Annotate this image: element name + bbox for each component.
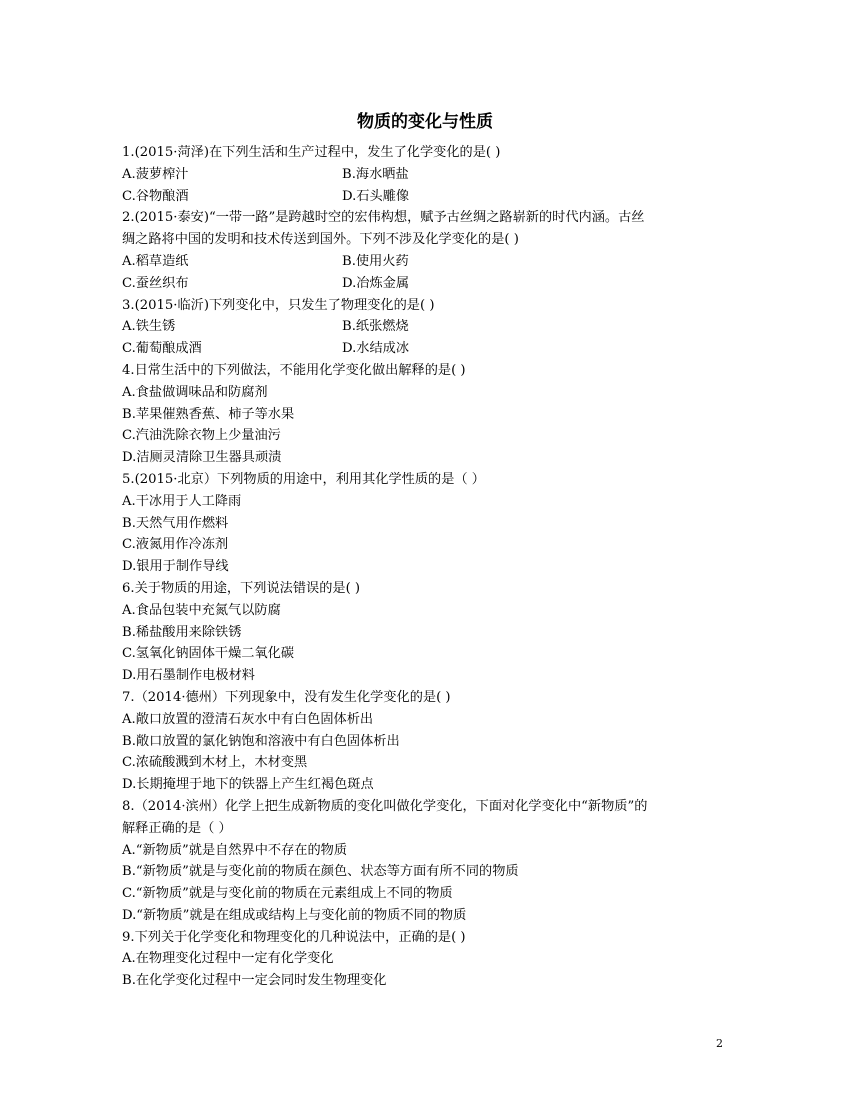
- option-row: [122, 186, 732, 208]
- option: C.液氮用作冷冻剂: [122, 537, 229, 553]
- option: C.汽油洗除衣物上少量油污: [122, 428, 281, 444]
- question-stem: 9.下列关于化学变化和物理变化的几种说法中，正确的是( ): [122, 929, 466, 945]
- question-stem: 1.(2015·菏泽)在下列生活和生产过程中，发生了化学变化的是( ): [122, 145, 501, 160]
- question-stem: 7.（2014·德州）下列现象中，没有发生化学变化的是( ): [122, 689, 451, 705]
- option: B.敞口放置的氯化钠饱和溶液中有白色固体析出: [122, 733, 400, 749]
- option: C.“新物质”就是与变化前的物质在元素组成上不同的物质: [122, 886, 453, 902]
- question-stem: 8.（2014·滨州）化学上把生成新物质的变化叫做化学变化，下面对化学变化中“新物质”的: [122, 798, 648, 814]
- option: C.浓硫酸溅到木材上，木材变黑: [122, 755, 308, 771]
- option: A.干冰用于人工降雨: [122, 493, 242, 509]
- option: B.天然气用作燃料: [122, 515, 229, 531]
- option: A.稻草造纸: [122, 253, 189, 269]
- option: D.长期掩埋于地下的铁器上产生红褐色斑点: [122, 777, 374, 793]
- question-stem-continued: 绸之路将中国的发明和技术传送到国外。下列不涉及化学变化的是( ): [122, 232, 519, 248]
- option-row: [122, 251, 732, 273]
- option: A.“新物质”就是自然界中不存在的物质: [122, 842, 348, 858]
- option: A.菠萝榨汁: [122, 166, 189, 182]
- option: B.“新物质”就是与变化前的物质在颜色、状态等方面有所不同的物质: [122, 864, 519, 880]
- option: D.“新物质”就是在组成或结构上与变化前的物质不同的物质: [122, 907, 467, 923]
- option: C.谷物酿酒: [122, 188, 189, 204]
- option: B.苹果催熟香蕉、柿子等水果: [122, 406, 295, 422]
- option: D.水结成冰: [342, 341, 410, 357]
- option-row: [122, 273, 732, 295]
- page-title: 物质的变化与性质: [357, 112, 493, 132]
- option: D.用石墨制作电极材料: [122, 668, 255, 684]
- question-stem: 4.日常生活中的下列做法，不能用化学变化做出解释的是( ): [122, 362, 466, 378]
- option-row: [122, 338, 732, 360]
- option: B.使用火药: [342, 253, 409, 269]
- option: C.氢氧化钠固体干燥二氧化碳: [122, 646, 295, 662]
- option: C.蚕丝织布: [122, 275, 189, 291]
- option-row: [122, 164, 732, 186]
- option: B.海水晒盐: [342, 166, 409, 182]
- option: D.洁厕灵清除卫生器具顽渍: [122, 450, 282, 466]
- option: A.敞口放置的澄清石灰水中有白色固体析出: [122, 711, 374, 727]
- question-stem: 6.关于物质的用途，下列说法错误的是( ): [122, 580, 361, 596]
- option: B.纸张燃烧: [342, 319, 409, 335]
- option: A.在物理变化过程中一定有化学变化: [122, 951, 334, 967]
- option: A.食盐做调味品和防腐剂: [122, 384, 268, 400]
- option: A.食品包装中充氮气以防腐: [122, 602, 281, 618]
- option: B.在化学变化过程中一定会同时发生物理变化: [122, 973, 387, 989]
- option: A.铁生锈: [122, 319, 176, 335]
- question-stem-continued: 解释正确的是（ ）: [122, 820, 232, 836]
- option: D.银用于制作导线: [122, 559, 229, 575]
- option: B.稀盐酸用来除铁锈: [122, 624, 242, 640]
- option-row: [122, 316, 732, 338]
- question-stem: 5.(2015·北京）下列物质的用途中，利用其化学性质的是（ ）: [122, 471, 485, 487]
- option: D.石头雕像: [342, 188, 410, 204]
- question-stem: 2.(2015·泰安)“一带一路”是跨越时空的宏伟构想，赋予古丝绸之路崭新的时代内涵。古丝: [122, 210, 645, 226]
- option: C.葡萄酿成酒: [122, 341, 202, 357]
- question-list: [122, 142, 732, 992]
- page-number: 2: [716, 1037, 723, 1050]
- option: D.冶炼金属: [342, 275, 410, 291]
- question-stem: 3.(2015·临沂)下列变化中，只发生了物理变化的是( ): [122, 297, 435, 313]
